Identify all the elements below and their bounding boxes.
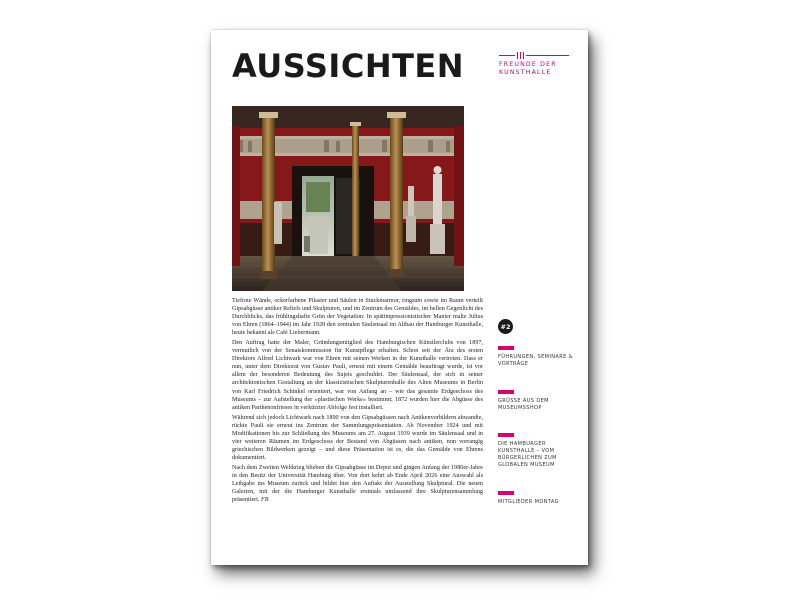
magenta-bar-icon [498, 346, 514, 350]
article-body [232, 297, 483, 506]
sidebar-item-label: FÜHRUNGEN, SEMINARE & VORTRÄGE [498, 354, 573, 367]
logo-text [499, 61, 569, 77]
article-paragraph-4-text: Nach dem Zweiten Weltkrieg blieben die Gipsabgüsse im Depot und gingen Anfang der 1980er-Jahre in den Besitz der Universität Hamburg über. Von dort kehrt ab Ende April 2026 eine Auswahl als Leihgabe ins Museum zurück und bildet hier den Auftakt der Ausstellung Skulptural. Die neuen Galerien, mit der die Hamburger Kunsthalle erstmals umfassend ihre Skulpturensammlung präsentiert. [232, 464, 483, 504]
magenta-bar-icon [498, 390, 514, 394]
sidebar-item-museumsshop [498, 390, 578, 412]
sidebar-item-label: DIE HAMBURGER KUNSTHALLE – VOM BÜRGERLICHEN ZUM GLOBALEN MUSEUM [498, 441, 557, 468]
article-paragraph-1: Tiefrote Wände, ockerfarbene Pilaster und Säulen in Stuckmarmor, ringsum sowie im Raum verteilt Gipsabgüsse antiker Reliefs und Skulpturen, und im Zentrum des Gemäldes, im hellen Gegenlicht des Durchblicks, das frühlingshafte Grün der Vegetation: In spätimpressionistischer Manier malte Julius von Ehren (1864–1944) im Jahr 1928 den zentralen Säulensaal im Altbau der Hamburger Kunsthalle, heute bekannt als Café Liebermann. [232, 298, 483, 337]
freunde-der-kunsthalle-logo [499, 52, 569, 77]
sidebar-item-label: MITGLIEDER MONTAG [498, 499, 559, 505]
museum-hall-painting [232, 106, 464, 291]
magenta-bar-icon [498, 491, 514, 495]
magazine-cover [211, 30, 588, 565]
contents-sidebar [498, 319, 578, 505]
article-paragraph-3: Während sich jedoch Lichtwark nach 1890 von den Gipsabgüssen nach Antikenvorbildern abwandte, rückte Pauli sie erneut ins Zentrum der Sammlungspräsentation. Ab November 1924 und mit Modifikationen bis zur Schließung des Museums am 27. August 1939 wurde im Säulensaal und in vier weiteren Räumen im Erdgeschoss der Bestand von Abgüssen nach antiken, nun vorrangig griechischen Bildwerken gezeigt – und diese Präsentation ist es, die das Gemälde von Ehrens dokumentiert. [232, 414, 483, 461]
author-signature: FB [261, 497, 269, 504]
sidebar-item-mitglieder [498, 491, 578, 506]
magenta-bar-icon [498, 433, 514, 437]
article-paragraph-4 [232, 464, 483, 504]
sidebar-item-label: GRÜSSE AUS DEM MUSEUMSSHOP [498, 398, 549, 411]
sidebar-item-fuehrungen [498, 346, 578, 368]
magazine-title: AUSSICHTEN [232, 47, 465, 85]
logo-line-1: FREUNDE DER [499, 61, 557, 68]
logo-line-2: KUNSTHALLE [499, 69, 552, 76]
article-paragraph-2: Den Auftrag hatte der Maler, Gründungsmitglied des Hamburgischen Künstlerclubs von 1897, vermutlich von der Senatskommission für Kunstpflege erhalten. Schon seit der Ära des ersten Direktors Alfred Lichtwark war von Ehren mit seinen Werken in der Kunsthalle vertreten. Dass er nun, unter dem Direktorat von Gustav Pauli, erneut mit einem Gemälde beauftragt wurde, ist vor allem der besonderen Bedeutung des Sujets geschuldet. Der Säulensaal, der sich in seiner architektonischen Gestaltung an der klassizistischen Skulpturenhalle des Alten Museums in Berlin von Karl Friedrich Schinkel orientiert, war von Anfang an – wie das gesamte Erdgeschoss des Museums – zur Aufstellung der »plastischen Werke« bestimmt; 1872 wurden hier die Abgüsse des antiken Parthenonfrieses in verkürzter Abfolge fest installiert. [232, 340, 483, 411]
sidebar-item-kunsthalle [498, 433, 578, 469]
logo-mark-icon [499, 52, 569, 58]
issue-number-badge: #2 [498, 319, 513, 334]
